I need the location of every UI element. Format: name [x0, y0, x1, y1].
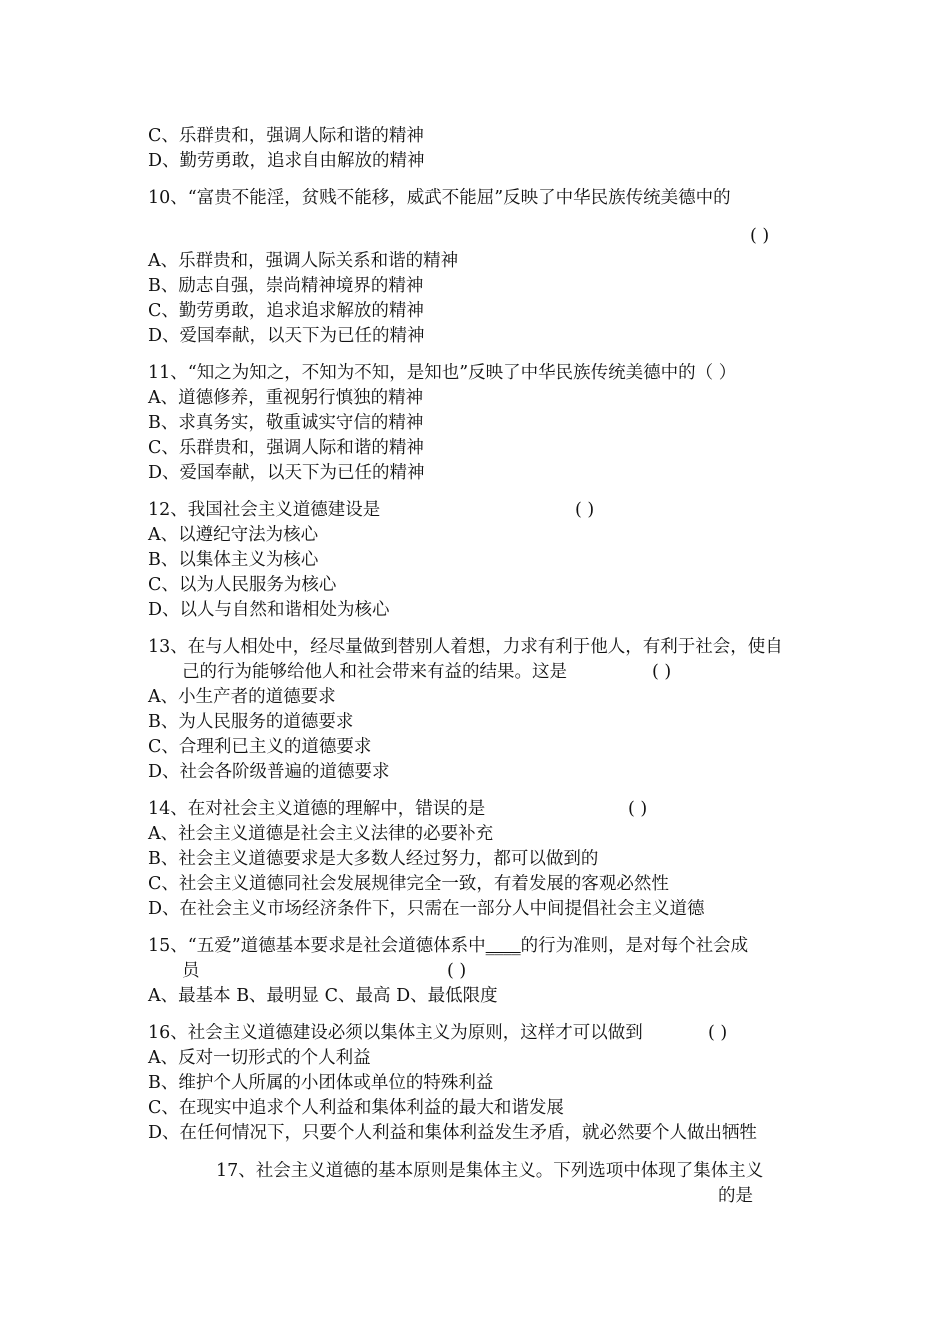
- q15-answer-paren: ( ): [447, 961, 467, 981]
- q16-answer-paren: ( ): [708, 1023, 728, 1043]
- q15-question-end: 的行为准则，是对每个社会成: [520, 936, 749, 956]
- q14-option-c: C、社会主义道德同社会发展规律完全一致，有着发展的客观必然性: [148, 874, 669, 894]
- q10-question: 10、“富贵不能淫，贫贱不能移，威武不能屈”反映了中华民族传统美德中的: [148, 188, 731, 208]
- q13-answer-paren: ( ): [652, 662, 672, 682]
- q12-question: 12、我国社会主义道德建设是: [148, 500, 381, 520]
- q15-question: [148, 935, 748, 957]
- q13-question: 13、在与人相处中，经尽量做到替别人着想，力求有利于他人，有利于社会，使自: [148, 637, 783, 657]
- q10-option-a: A、乐群贵和，强调人际关系和谐的精神: [148, 251, 459, 271]
- q12-option-a: A、以遵纪守法为核心: [148, 525, 319, 545]
- q13-option-a: A、小生产者的道德要求: [148, 687, 336, 707]
- q16-option-c: C、在现实中追求个人利益和集体利益的最大和谐发展: [148, 1098, 564, 1118]
- q10-option-d: D、爱国奉献，以天下为已任的精神: [148, 326, 425, 346]
- q15-blank: ____: [485, 936, 521, 956]
- q14-question: 14、在对社会主义道德的理解中，错误的是: [148, 799, 486, 819]
- q12-option-b: B、以集体主义为核心: [148, 550, 319, 570]
- q14-option-a: A、社会主义道德是社会主义法律的必要补充: [148, 824, 494, 844]
- q11-question: 11、“知之为知之，不知为不知，是知也”反映了中华民族传统美德中的（ ）: [148, 363, 737, 383]
- q12-option-c: C、以为人民服务为核心: [148, 575, 337, 595]
- q14-option-b: B、社会主义道德要求是大多数人经过努力，都可以做到的: [148, 849, 599, 869]
- q16-option-a: A、反对一切形式的个人利益: [148, 1048, 371, 1068]
- q12-option-d: D、以人与自然和谐相处为核心: [148, 600, 390, 620]
- q15-question-line2: 员: [182, 961, 200, 981]
- q13-question-line2: 己的行为能够给他人和社会带来有益的结果。这是: [182, 662, 567, 682]
- q15-question-start: 15、“五爱”道德基本要求是社会道德体系中: [148, 936, 486, 956]
- q15-options: A、最基本 B、最明显 C、最高 D、最低限度: [148, 986, 498, 1006]
- q17-question-line2: 的是: [718, 1186, 753, 1206]
- q9-option-c: C、乐群贵和，强调人际和谐的精神: [148, 126, 424, 146]
- q16-option-b: B、维护个人所属的小团体或单位的特殊利益: [148, 1073, 494, 1093]
- q10-option-c: C、勤劳勇敢，追求追求解放的精神: [148, 301, 424, 321]
- q11-option-d: D、爱国奉献，以天下为已任的精神: [148, 463, 425, 483]
- q12-answer-paren: ( ): [575, 500, 595, 520]
- q9-option-d: D、勤劳勇敢，追求自由解放的精神: [148, 151, 425, 171]
- q14-option-d: D、在社会主义市场经济条件下，只需在一部分人中间提倡社会主义道德: [148, 899, 705, 919]
- q13-option-d: D、社会各阶级普遍的道德要求: [148, 762, 390, 782]
- q11-option-a: A、道德修养，重视躬行慎独的精神: [148, 388, 424, 408]
- q10-option-b: B、励志自强，崇尚精神境界的精神: [148, 276, 424, 296]
- q16-question: 16、社会主义道德建设必须以集体主义为原则，这样才可以做到: [148, 1023, 643, 1043]
- q13-option-c: C、合理利已主义的道德要求: [148, 737, 372, 757]
- q14-answer-paren: ( ): [628, 799, 648, 819]
- q17-question: 17、社会主义道德的基本原则是集体主义。下列选项中体现了集体主义: [216, 1161, 764, 1181]
- q11-option-c: C、乐群贵和，强调人际和谐的精神: [148, 438, 424, 458]
- q10-answer-paren: ( ): [750, 226, 770, 246]
- q13-option-b: B、为人民服务的道德要求: [148, 712, 354, 732]
- q16-option-d: D、在任何情况下，只要个人利益和集体利益发生矛盾，就必然要个人做出牺牲: [148, 1123, 758, 1143]
- q11-option-b: B、求真务实，敬重诚实守信的精神: [148, 413, 424, 433]
